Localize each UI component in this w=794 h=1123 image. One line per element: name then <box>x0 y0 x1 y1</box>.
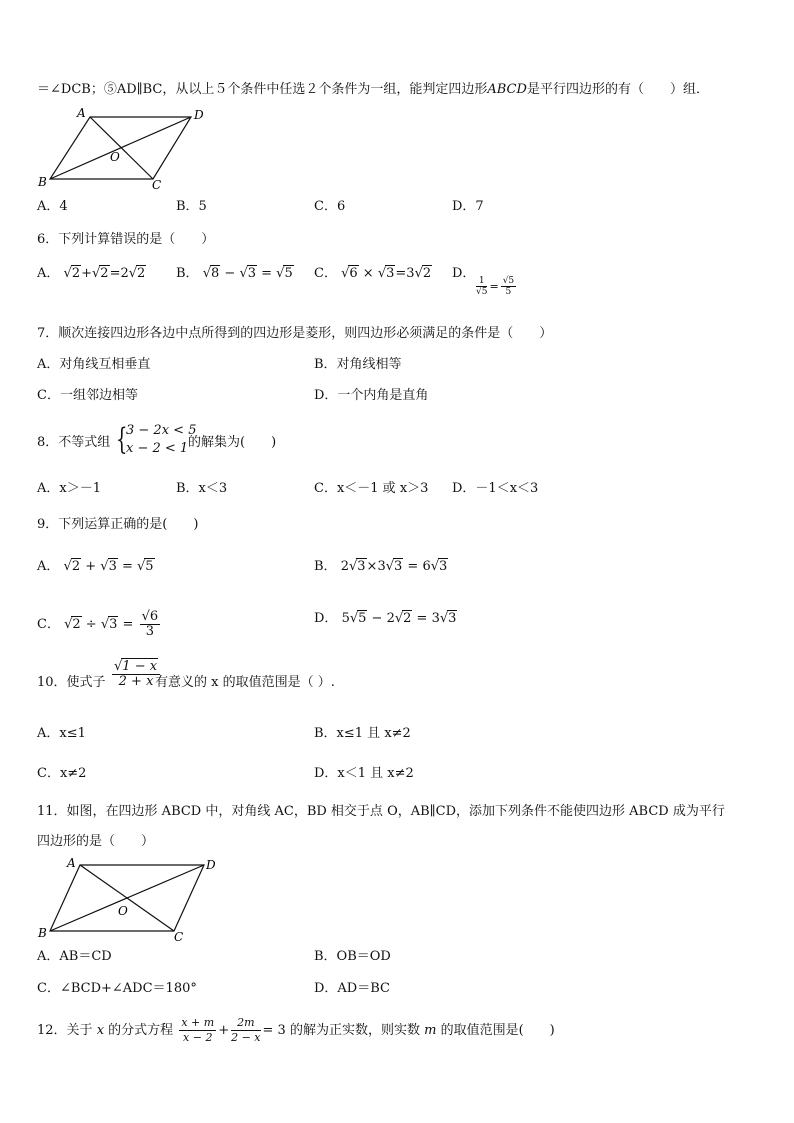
q9-option-a-expr: √2 + √3 = √5 <box>63 559 154 574</box>
q9-option-d[interactable] <box>314 610 457 628</box>
q9-option-b[interactable] <box>314 558 448 576</box>
q9-option-a-letter: A． <box>37 559 60 574</box>
q6-option-c-expr: √6 × √3=3√2 <box>341 266 432 281</box>
q5-label-d: D <box>194 108 204 122</box>
q8-option-c[interactable]: C．x＜－1 或 x＞3 <box>314 481 429 496</box>
q12-frac2-num: 2m <box>231 1016 260 1031</box>
q11-diagonal-bd <box>50 865 204 931</box>
q11-stem-line2: 四边形的是（ ） <box>37 834 155 849</box>
q5-quad-name: ABCD <box>487 82 527 97</box>
q10-stem-post: 有意义的 x 的取值范围是（ ）. <box>155 675 335 690</box>
q6-option-c-letter: C． <box>314 266 337 281</box>
q8-stem-post: 的解集为( ) <box>188 435 277 450</box>
q11-option-d[interactable]: D．AD＝BC <box>314 981 390 996</box>
q7-option-a[interactable]: A．对角线互相垂直 <box>37 357 151 372</box>
q12-mid1: 的分式方程 <box>108 1023 174 1038</box>
q10-numerator: √1 − x <box>112 660 160 675</box>
q7-stem: 7．顺次连接四边形各边中点所得到的四边形是菱形，则四边形必须满足的条件是（ ） <box>37 326 553 341</box>
q11-label-o: O <box>118 904 128 918</box>
q11-label-c: C <box>174 930 184 943</box>
q11-label-a: A <box>67 856 76 870</box>
q11-label-d: D <box>206 858 216 872</box>
q11-option-b[interactable]: B．OB＝OD <box>314 949 391 964</box>
q11-option-c[interactable]: C．∠BCD+∠ADC＝180° <box>37 981 197 996</box>
q8-row2: x − 2 < 1 <box>126 441 189 456</box>
q12-pre: 12．关于 <box>37 1023 93 1038</box>
q6-option-b-letter: B． <box>176 266 199 281</box>
q6-option-a-expr: √2+√2=2√2 <box>63 266 146 281</box>
q5-label-o: O <box>110 150 120 164</box>
q9-option-c[interactable] <box>37 610 162 639</box>
q9-option-b-letter: B． <box>314 559 337 574</box>
q12-post: 的取值范围是( ) <box>440 1023 555 1038</box>
q6-option-b-expr: √8 − √3 = √5 <box>202 266 293 281</box>
q5-stem-pre: ＝∠DCB；⑤AD∥BC，从以上５个条件中任选２个条件为一组，能判定四边形 <box>37 82 488 97</box>
q11-label-b: B <box>38 926 47 940</box>
q5-stem-post: 是平行四边形的有（ ）组． <box>526 82 709 97</box>
q5-label-c: C <box>152 178 162 190</box>
q6-option-d-expr: $\frac{1}{√5}$ = $\frac{√5}{5}$ <box>476 276 515 297</box>
q9-stem: 9．下列运算正确的是( ) <box>37 517 199 532</box>
q10-option-d[interactable]: D．x＜1 且 x≠2 <box>314 766 414 781</box>
q8-option-d[interactable]: D．－1＜x＜3 <box>452 481 539 496</box>
q9-option-b-expr: 2√3×3√3 = 6√3 <box>340 559 448 574</box>
q7-option-d[interactable]: D．一个内角是直角 <box>314 388 429 403</box>
q7-option-b[interactable]: B．对角线相等 <box>314 357 402 372</box>
q10-stem-pre: 10．使式子 <box>37 675 106 690</box>
q10-option-b[interactable]: B．x≤1 且 x≠2 <box>314 726 411 741</box>
q12-stem <box>37 1016 555 1045</box>
q5-option-a[interactable]: A．4 <box>37 199 68 214</box>
q5-option-b[interactable]: B．5 <box>176 199 207 214</box>
q5-stem <box>37 81 709 99</box>
q5-label-b: B <box>38 175 47 189</box>
q11-parallelogram-figure <box>36 855 226 943</box>
q6-stem: 6．下列计算错误的是（ ） <box>37 232 215 247</box>
q5-option-d[interactable]: D．7 <box>452 199 484 214</box>
q5-parallelogram-figure <box>36 104 216 190</box>
q5-label-a: A <box>77 106 86 120</box>
q8-option-b[interactable]: B．x＜3 <box>176 481 228 496</box>
q8-option-a[interactable]: A．x＞－1 <box>37 481 101 496</box>
q8-stem-pre: 8．不等式组 <box>37 435 111 450</box>
q12-frac1-den: x − 2 <box>183 1031 213 1044</box>
q10-denominator: 2 + x <box>118 674 154 689</box>
q12-frac1-num: x + m <box>181 1016 215 1029</box>
q5-diagonal-bd <box>50 117 191 179</box>
q9-option-d-expr: 5√5 − 2√2 = 3√3 <box>341 611 457 626</box>
q11-stem-line1: 11．如图，在四边形 ABCD 中，对角线 AC，BD 相交于点 O，AB∥CD，添加下列条件不能使四边形 ABCD 成为平行 <box>37 804 725 819</box>
q12-mid2: 的解为正实数，则实数 <box>289 1023 420 1038</box>
q12-frac2-den: 2 − x <box>231 1031 261 1044</box>
q6-option-b[interactable] <box>176 265 294 283</box>
q10-option-a[interactable]: A．x≤1 <box>37 726 86 741</box>
q6-option-a-letter: A． <box>37 266 60 281</box>
q12-plus: + <box>218 1023 230 1038</box>
q6-option-d-letter: D． <box>452 266 476 281</box>
q11-option-a[interactable]: A．AB＝CD <box>37 949 112 964</box>
q6-option-a[interactable] <box>37 265 146 283</box>
q6-option-d[interactable] <box>452 265 475 283</box>
q9-option-a[interactable] <box>37 558 155 576</box>
q8-inequality-system: { 3 − 2x < 5 x − 2 < 1 <box>116 422 197 457</box>
q9-option-c-letter: C． <box>37 617 60 632</box>
q9-option-d-letter: D． <box>314 611 338 626</box>
q5-option-c[interactable]: C．6 <box>314 199 346 214</box>
q12-eq: = 3 <box>262 1023 286 1038</box>
q10-option-c[interactable]: C．x≠2 <box>37 766 87 781</box>
q8-row1: 3 − 2x < 5 <box>126 423 197 438</box>
q12-var-m: m <box>424 1023 437 1038</box>
q6-option-c[interactable] <box>314 265 432 283</box>
q9-option-c-expr: √2 ÷ √3 = $\frac{√6}{3}$ <box>64 609 159 639</box>
q7-option-c[interactable]: C．一组邻边相等 <box>37 388 138 403</box>
q12-var-x: x <box>96 1023 105 1038</box>
